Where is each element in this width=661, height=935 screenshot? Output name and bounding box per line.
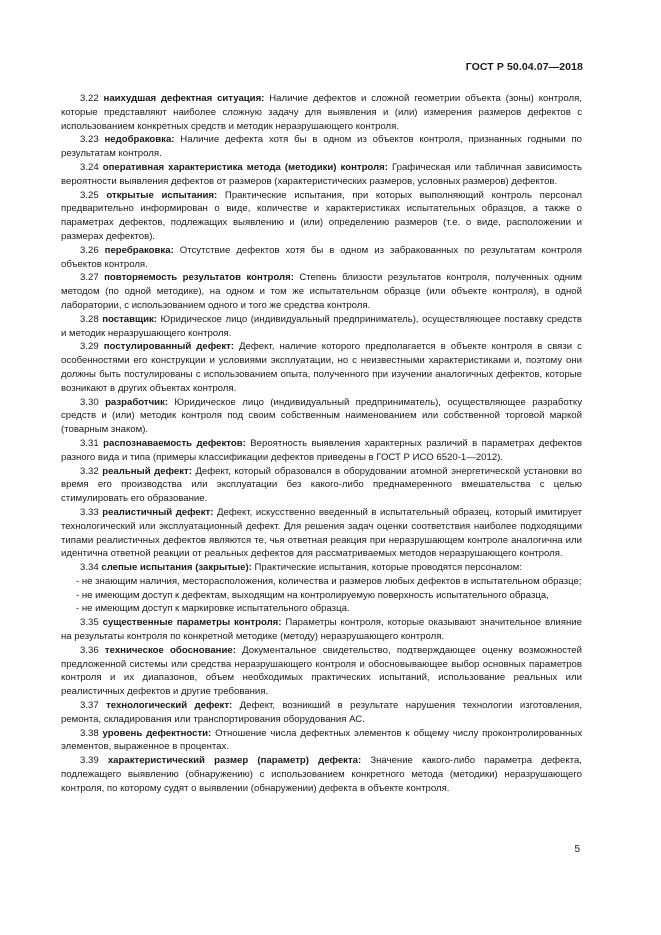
term-name: оперативная характеристика метода (методики) контроля:	[102, 161, 388, 173]
term-number: 3.22	[80, 93, 99, 104]
term-paragraph	[61, 437, 582, 465]
term-paragraph	[61, 616, 582, 644]
term-name: недобраковка:	[104, 134, 175, 146]
term-paragraph	[61, 754, 582, 795]
term-paragraph	[61, 561, 582, 575]
term-number: 3.25	[80, 189, 99, 201]
term-definition: Отношение числа дефектных элементов к общему числу проконтролированных элементов, выраженное в процентах.	[61, 727, 582, 753]
term-paragraph	[61, 271, 582, 312]
term-definition: Значение какого-либо параметра дефекта, подлежащего выявлению (обнаружению) с использованием конкретного метода (методики) неразрушающего контроля, по которому судят о выявлении (обнаружении) дефекта в объекте контроля.	[61, 755, 582, 794]
term-paragraph	[61, 699, 582, 727]
term-number: 3.33	[80, 506, 99, 518]
term-number: 3.30	[80, 396, 99, 408]
term-paragraph	[61, 506, 582, 561]
dash-list-item: - не имеющим доступ к маркировке испытательного образца.	[76, 603, 350, 615]
term-number: 3.37	[80, 700, 99, 712]
term-name: техническое обоснование:	[104, 644, 236, 656]
term-paragraph	[61, 644, 582, 699]
term-number: 3.36	[80, 644, 99, 656]
term-definition: Дефект, искусственно введенный в испытательный образец, который имитирует технологический или эксплуатационный дефект. Для решения задач оценки соответствия наиболее подходящими типами реалистичных дефектов являются те, чья ответная реакция при неразрушающем контроле аналогична или идентична ответной реакции от реальных дефектов для рассматриваемых методов неразрушающего контроля.	[61, 506, 582, 560]
term-name: повторяемость результатов контроля:	[104, 272, 294, 284]
term-number: 3.28	[80, 313, 99, 325]
term-paragraph	[61, 189, 582, 244]
term-definition: Юридическое лицо (индивидуальный предприниматель), осуществляющее поставку средств и методик неразрушающего контроля.	[61, 313, 582, 339]
page-number: 5	[574, 844, 580, 855]
term-number: 3.34	[80, 562, 99, 574]
term-number: 3.27	[80, 272, 99, 284]
term-name: характеристический размер (параметр) дефекта:	[107, 755, 362, 767]
term-name: распознаваемость дефектов:	[103, 437, 246, 449]
term-definition: Отсутствие дефектов хотя бы в одном из забракованных по результатам контроля объектов контроля.	[61, 244, 582, 270]
term-definition: Вероятность выявления характерных различий в параметрах дефектов разного вида и типа (примеры классификации дефектов приведены в ГОСТ Р ИСО 6520-1—2012).	[61, 437, 582, 463]
term-paragraph	[61, 161, 582, 189]
term-number: 3.38	[80, 727, 99, 739]
term-definition: Практические испытания, которые проводятся персоналом:	[251, 562, 522, 574]
term-name: существенные параметры контроля:	[102, 617, 282, 629]
term-paragraph	[61, 313, 582, 341]
term-number: 3.35	[80, 617, 99, 629]
term-number: 3.26	[80, 244, 99, 256]
term-number: 3.23	[80, 134, 99, 146]
term-definition: Дефект, возникший в результате нарушения технологии изготовления, ремонта, складирования или транспортирования оборудования АС.	[61, 700, 582, 725]
term-name: реалистичный дефект:	[102, 506, 214, 518]
term-definition: Дефект, наличие которого предполагается в объекте контроля в связи с особенностями его конструкции и условиями эксплуатации, но с неизвестными характеристиками и, поэтому они должны быть постулированы с использованием опыта, полученного при изучении аналогичных дефектов, которые возникают в других объектах контроля.	[61, 341, 582, 394]
term-paragraph	[61, 396, 582, 437]
term-paragraph	[61, 92, 582, 133]
term-number: 3.29	[80, 341, 99, 353]
term-number: 3.24	[80, 161, 99, 173]
term-name: поставщик:	[102, 313, 158, 325]
term-paragraph	[61, 340, 582, 395]
term-name: реальный дефект:	[102, 465, 192, 477]
term-definition: Документальное свидетельство, подтверждающее оценку возможностей предложенной системы или средства неразрушающего контроля и обосновывающее выбор основных параметров контроля и их диапазонов, объем необходимых практических испытаний, использование реальных или реалистичных дефектов и другие требования.	[61, 644, 583, 698]
term-name: технологический дефект:	[106, 700, 233, 712]
term-name: уровень дефектности:	[102, 727, 212, 739]
term-number: 3.31	[80, 437, 99, 449]
term-name: разработчик:	[105, 396, 169, 408]
term-paragraph	[61, 465, 582, 506]
term-name: постулированный дефект:	[103, 341, 235, 353]
term-paragraph	[61, 133, 582, 161]
term-name: наихудшая дефектная ситуация:	[103, 93, 265, 104]
term-name: перебраковка:	[104, 244, 174, 256]
document-body	[61, 92, 582, 796]
term-definition: Наличие дефекта хотя бы в одном из объектов контроля, признанных годными по результатам контроля.	[61, 134, 582, 160]
term-paragraph	[61, 244, 582, 272]
term-definition: Наличие дефектов и сложной геометрии объекта (зоны) контроля, которые представляют наиболее сложную задачу для выявления и (или) измерения размеров дефектов с использованием конкретных средств и методик неразрушающего контроля.	[61, 93, 582, 132]
term-definition: Степень близости результатов контроля, полученных одним методом (по одной методике), на одном и том же испытательном образце (или объекте контроля), в одной лаборатории, с использованием одного и того же средства контроля.	[61, 272, 582, 311]
document-header: ГОСТ Р 50.04.07—2018	[465, 61, 583, 73]
term-name: слепые испытания (закрытые):	[101, 562, 252, 574]
term-definition: Графическая или табличная зависимость вероятности выявления дефектов от размеров (характеристических размеров, условных размеров) дефектов.	[61, 161, 582, 187]
dash-list-item: - не знающим наличия, месторасположения, количества и размеров любых дефектов в испытательном образце;	[76, 575, 582, 587]
term-number: 3.32	[80, 465, 99, 477]
term-number: 3.39	[80, 755, 99, 767]
term-name: открытые испытания:	[106, 189, 218, 201]
dash-list-item: - не имеющим доступ к дефектам, выходящим на контролируемую поверхность испытательного образца,	[76, 589, 549, 601]
term-definition: Практические испытания, при которых выполняющий контроль персонал предварительно информирован о виде, количестве и характеристиках испытательных образцов, а также о параметрах дефектов, подлежащих выявлению и (или) определению размеров (т.е. о виде, расположении и размерах дефектов).	[61, 189, 583, 242]
term-definition: Дефект, который образовался в оборудовании атомной энергетической установки во время его производства или эксплуатации без какого-либо преднамеренного вмешательства с целью стимулировать его образование.	[61, 465, 582, 505]
term-definition: Параметры контроля, которые оказывают значительное влияние на результаты контроля по конкретной методике (методу) неразрушающего контроля.	[61, 617, 582, 643]
term-definition: Юридическое лицо (индивидуальный предприниматель), осуществляющее разработку средств и (или) методик контроля под своим собственным наименованием или собственной торговой маркой (товарным знаком).	[61, 396, 583, 436]
term-paragraph	[61, 727, 582, 755]
